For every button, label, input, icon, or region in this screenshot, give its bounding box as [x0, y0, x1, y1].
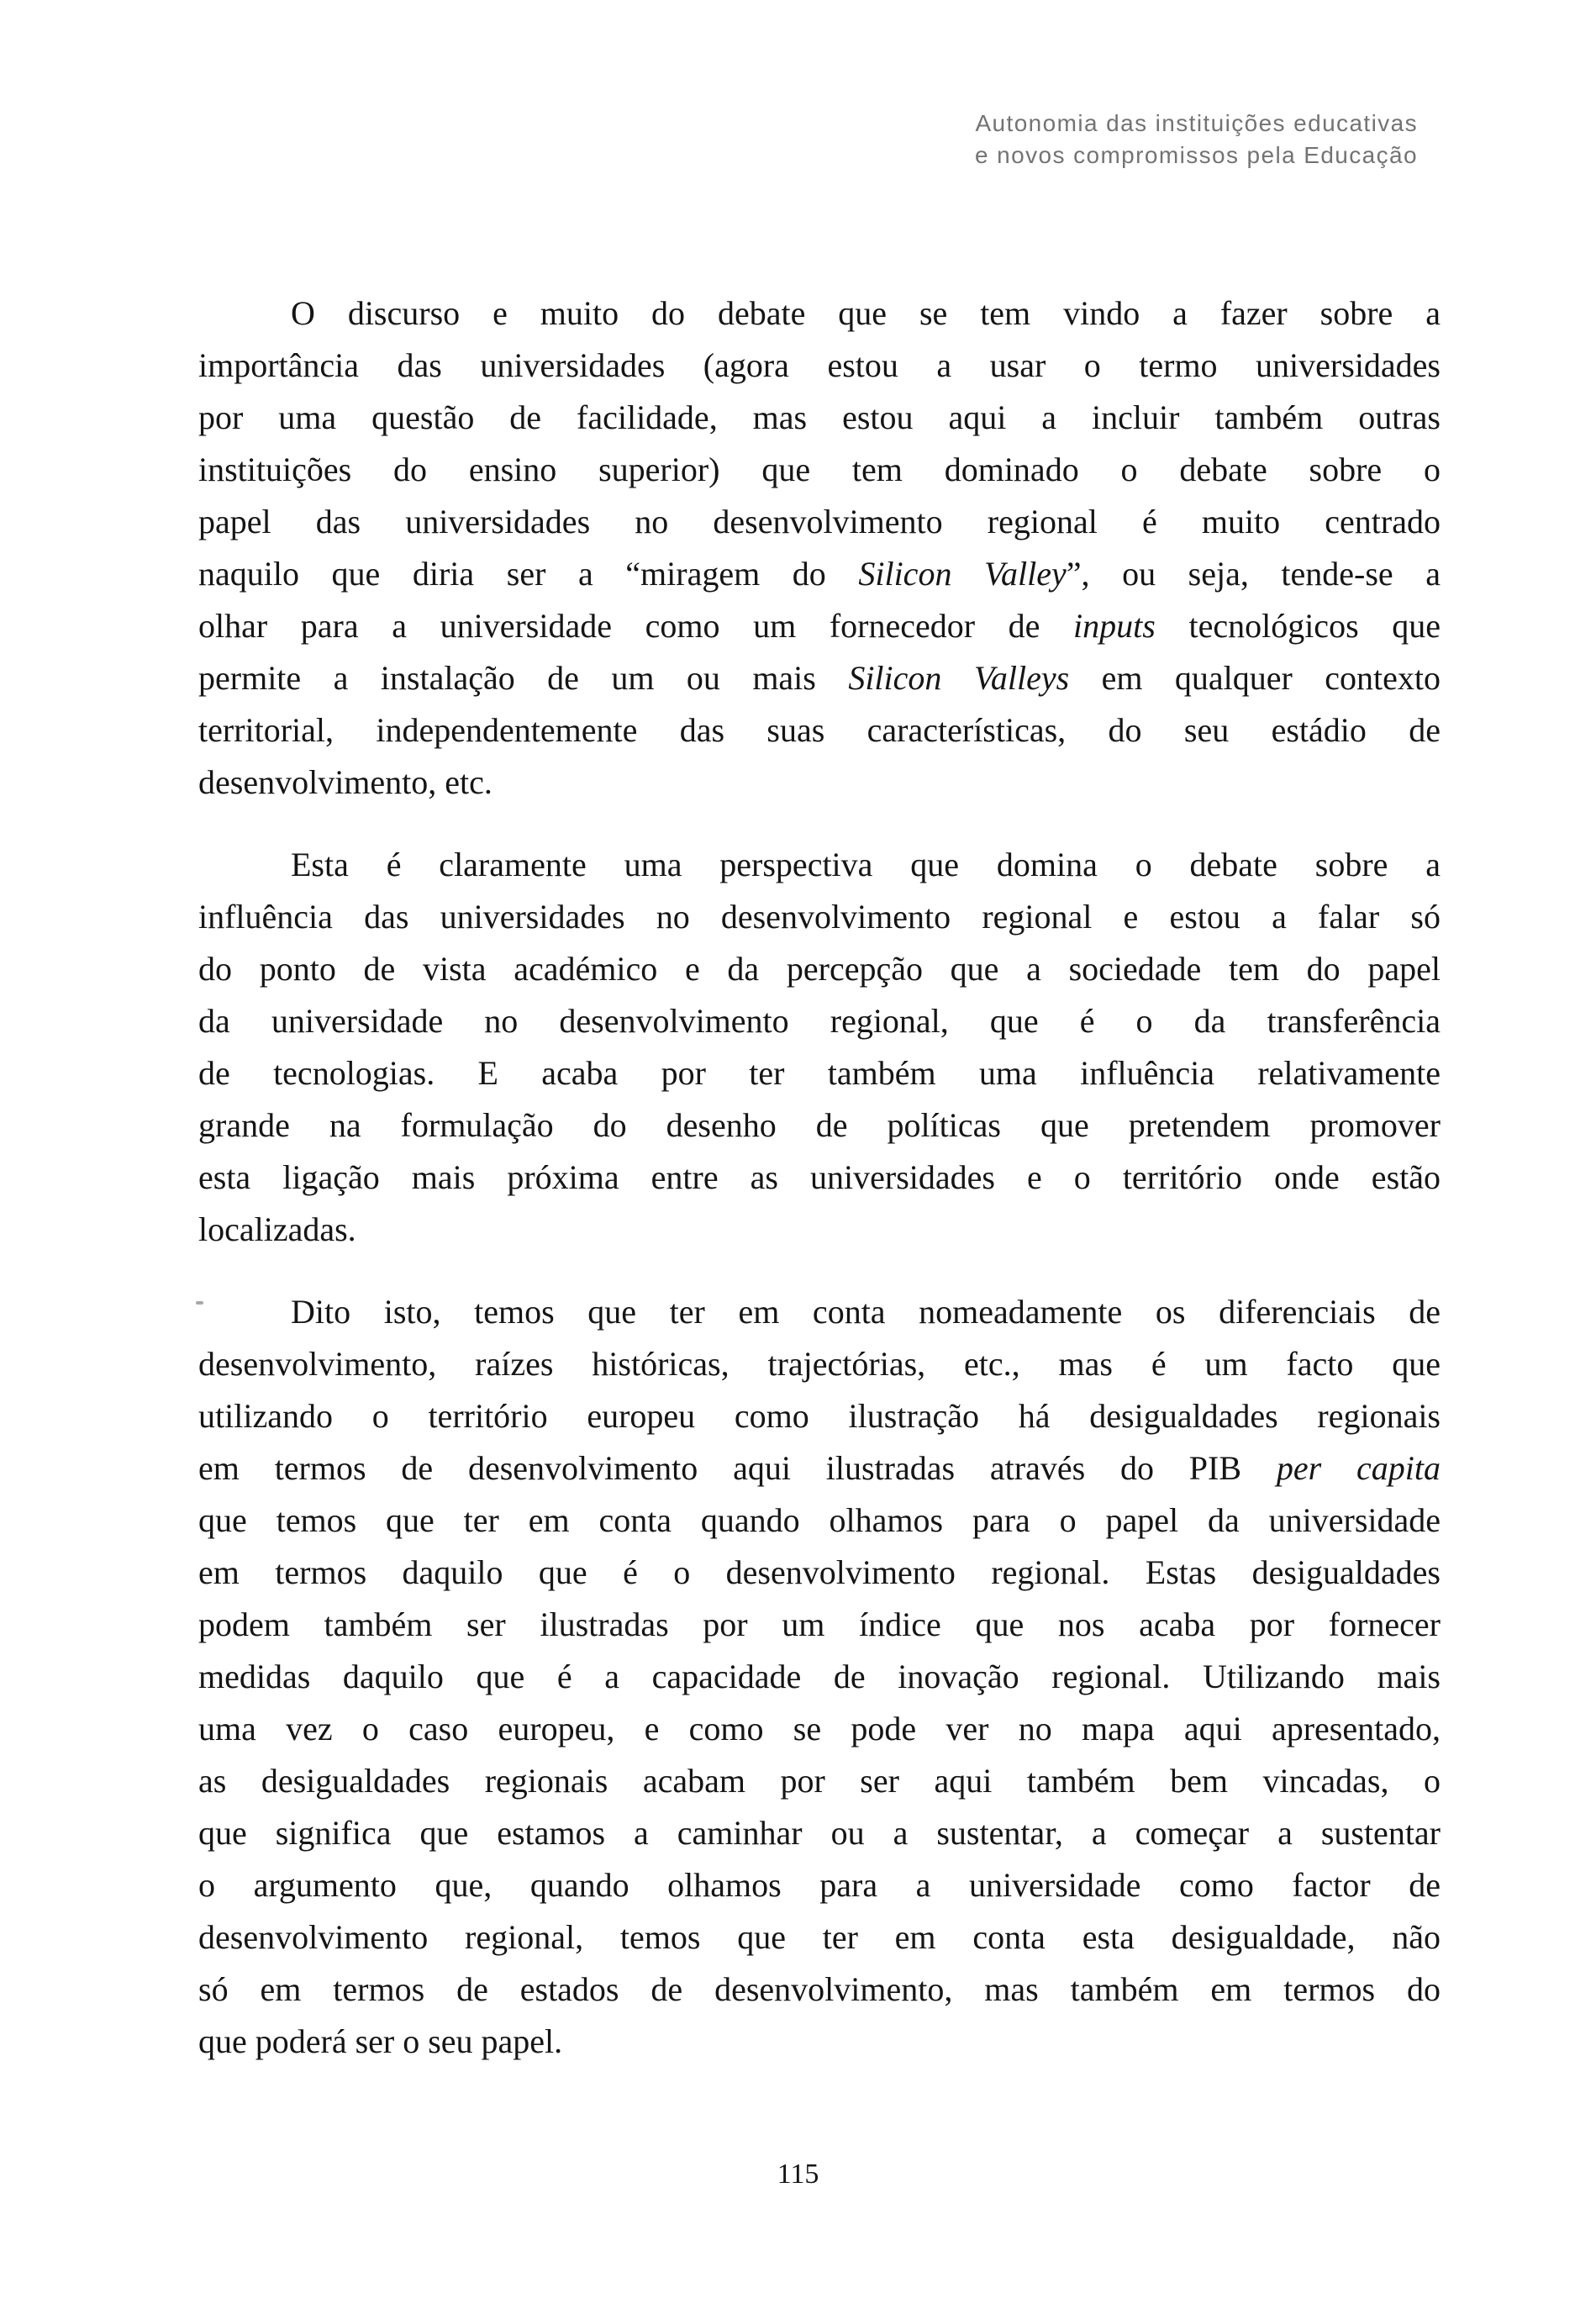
text-line [198, 1807, 1441, 1859]
text-run: de tecnologias. E acaba por ter também uma influência relativamente [198, 1054, 1441, 1092]
text-line [198, 1755, 1441, 1807]
text-line [198, 1859, 1441, 1911]
text-line [198, 995, 1441, 1047]
text-run: ”, ou seja, tende-se a [1066, 555, 1441, 593]
text-line [198, 1338, 1441, 1390]
text-line [198, 943, 1441, 995]
text-run: da universidade no desenvolvimento regional, que é o da transferência [198, 1002, 1441, 1040]
text-run: esta ligação mais próxima entre as universidades e o território onde estão [198, 1158, 1441, 1196]
text-run: O discurso e muito do debate que se tem vindo a fazer sobre a [291, 294, 1441, 332]
text-run-italic: inputs [1073, 607, 1156, 645]
text-line [198, 756, 1441, 809]
text-line [198, 839, 1441, 891]
text-run: instituições do ensino superior) que tem dominado o debate sobre o [198, 451, 1441, 488]
text-line [198, 1390, 1441, 1442]
text-run: as desigualdades regionais acabam por ser aqui também bem vincadas, o [198, 1762, 1441, 1800]
text-line [198, 287, 1441, 340]
text-run: influência das universidades no desenvolvimento regional e estou a falar só [198, 898, 1441, 936]
text-line [198, 548, 1441, 600]
text-run: utilizando o território europeu como ilustração há desigualdades regionais [198, 1397, 1441, 1435]
text-run: territorial, independentemente das suas características, do seu estádio de [198, 711, 1441, 749]
text-run-italic: per capita [1276, 1449, 1441, 1487]
text-run-italic: Silicon Valleys [848, 659, 1070, 697]
running-header-line1: Autonomia das instituições educativas [975, 110, 1418, 136]
text-run: Esta é claramente uma perspectiva que domina o debate sobre a [291, 846, 1441, 883]
paragraph [198, 287, 1441, 809]
text-line [198, 2016, 1441, 2068]
text-run: que significa que estamos a caminhar ou a sustentar, a começar a sustentar [198, 1814, 1441, 1852]
text-run: grande na formulação do desenho de políticas que pretendem promover [198, 1106, 1441, 1144]
text-line [198, 652, 1441, 704]
text-run: desenvolvimento, etc. [198, 763, 492, 801]
text-run: olhar para a universidade como um fornecedor de [198, 607, 1074, 645]
text-run: Dito isto, temos que ter em conta nomeadamente os diferenciais de [291, 1293, 1441, 1331]
text-line [198, 1442, 1441, 1495]
text-run: só em termos de estados de desenvolvimento, mas também em termos do [198, 1970, 1441, 2008]
text-line [198, 1047, 1441, 1099]
text-run: em termos daquilo que é o desenvolvimento regional. Estas desigualdades [198, 1553, 1441, 1591]
text-run: podem também ser ilustradas por um índice que nos acaba por fornecer [198, 1605, 1441, 1643]
text-line [198, 600, 1441, 652]
text-run: por uma questão de facilidade, mas estou aqui a incluir também outras [198, 398, 1441, 436]
text-run-italic: Silicon Valley [858, 555, 1067, 593]
text-line [198, 1911, 1441, 1964]
scan-speck [196, 1301, 203, 1305]
text-run: desenvolvimento, raízes históricas, trajectórias, etc., mas é um facto que [198, 1345, 1441, 1383]
text-line [198, 340, 1441, 392]
text-run: do ponto de vista académico e da percepção que a sociedade tem do papel [198, 950, 1441, 988]
text-run: papel das universidades no desenvolvimento regional é muito centrado [198, 503, 1441, 540]
text-line [198, 891, 1441, 943]
text-line [198, 704, 1441, 756]
text-run: em termos de desenvolvimento aqui ilustradas através do PIB [198, 1449, 1277, 1487]
body-text [198, 287, 1441, 2068]
text-line [198, 1495, 1441, 1547]
running-header [975, 108, 1418, 171]
text-run: uma vez o caso europeu, e como se pode ver no mapa aqui apresentado, [198, 1710, 1441, 1748]
text-run: permite a instalação de um ou mais [198, 659, 849, 697]
text-line [198, 1651, 1441, 1703]
text-line [198, 444, 1441, 496]
text-run: localizadas. [198, 1210, 356, 1248]
paragraph [198, 839, 1441, 1256]
text-line [198, 496, 1441, 548]
page-number: 115 [777, 2159, 819, 2190]
text-run: que temos que ter em conta quando olhamos para o papel da universidade [198, 1501, 1441, 1539]
text-line [198, 392, 1441, 444]
text-line [198, 1286, 1441, 1338]
text-run: medidas daquilo que é a capacidade de inovação regional. Utilizando mais [198, 1658, 1441, 1695]
text-line [198, 1703, 1441, 1755]
text-run: desenvolvimento regional, temos que ter em conta esta desigualdade, não [198, 1918, 1441, 1956]
text-line [198, 1099, 1441, 1152]
text-run: tecnológicos que [1155, 607, 1441, 645]
running-header-line2: e novos compromissos pela Educação [975, 142, 1418, 168]
text-run: que poderá ser o seu papel. [198, 2022, 563, 2060]
text-line [198, 1204, 1441, 1256]
text-line [198, 1964, 1441, 2016]
text-line [198, 1152, 1441, 1204]
text-run: naquilo que diria ser a “miragem do [198, 555, 859, 593]
text-run: em qualquer contexto [1069, 659, 1441, 697]
text-line [198, 1599, 1441, 1651]
text-line [198, 1547, 1441, 1599]
text-run: importância das universidades (agora estou a usar o termo universidades [198, 346, 1441, 384]
text-run: o argumento que, quando olhamos para a universidade como factor de [198, 1866, 1441, 1904]
paragraph [198, 1286, 1441, 2068]
